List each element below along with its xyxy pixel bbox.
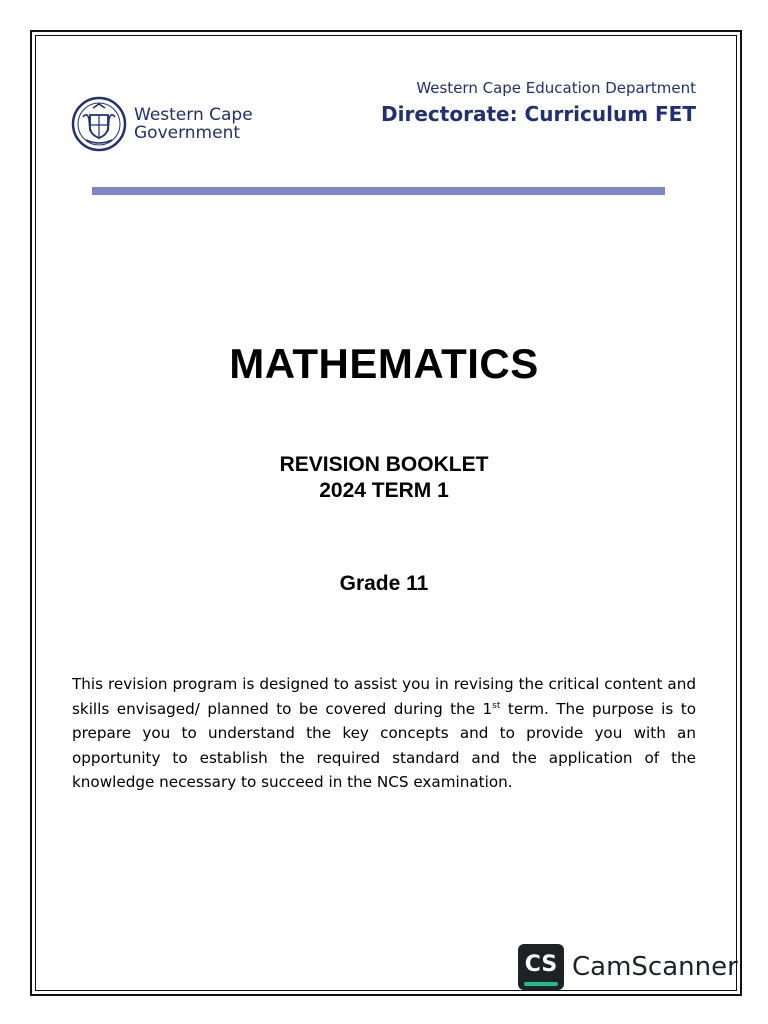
camscanner-badge-icon: CS: [518, 944, 564, 990]
logo-line-1: Western Cape: [134, 105, 253, 125]
header-divider: [92, 187, 665, 195]
subtitle-line-2: 2024 TERM 1: [319, 479, 449, 502]
camscanner-watermark: [518, 944, 738, 990]
directorate-name: Directorate: Curriculum FET: [381, 102, 696, 126]
coat-of-arms-icon: [70, 95, 128, 153]
department-name: Western Cape Education Department: [416, 79, 696, 97]
government-logo: [70, 95, 253, 153]
document-subtitle: [0, 452, 768, 504]
ordinal-superscript: st: [492, 700, 501, 711]
intro-text-part-1: This revision program is designed to assist you in revising the critical content and skills envisaged/ planned to be covered during the 1: [72, 675, 696, 718]
page-border-inner: [35, 35, 737, 991]
grade-label: Grade 11: [339, 572, 429, 595]
logo-wordmark: [134, 106, 253, 142]
intro-text-part-2: term. The purpose is to prepare you to understand the key concepts and to provide you with an opportunity to establish the required standard and the application of the knowledge necessary to succeed in the NCS examination.: [72, 699, 696, 791]
document-title: MATHEMATICS: [229, 340, 539, 387]
intro-paragraph: [72, 672, 696, 795]
department-header: [381, 78, 696, 127]
camscanner-name: CamScanner: [572, 952, 738, 982]
subtitle-line-1: REVISION BOOKLET: [279, 453, 489, 476]
logo-line-2: Government: [134, 123, 241, 143]
